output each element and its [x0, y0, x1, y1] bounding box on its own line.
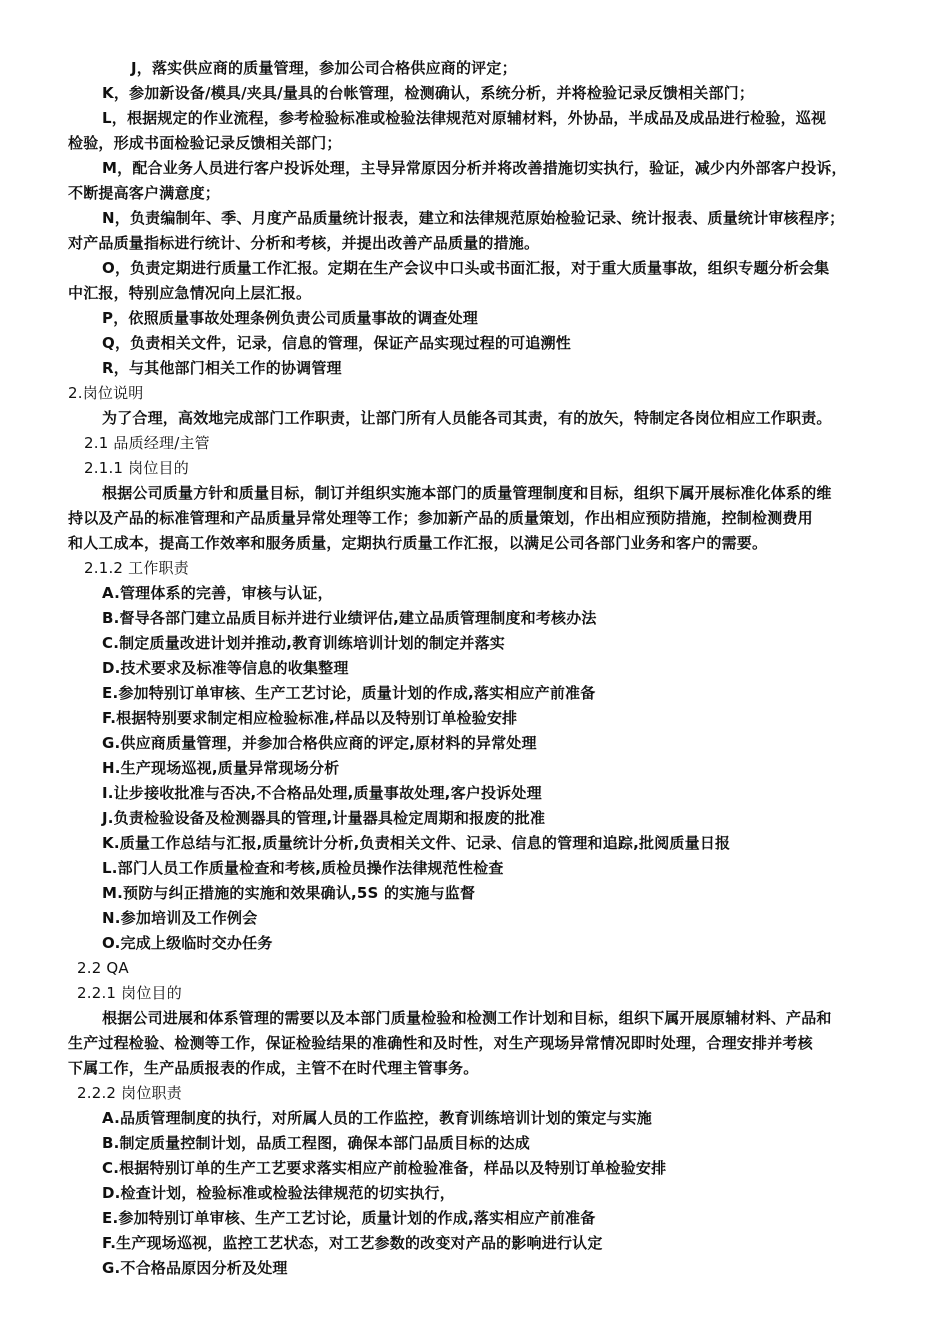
list-item: B.督导各部门建立品质目标并进行业绩评估,建立品质管理制度和考核办法 [102, 609, 597, 627]
text-line: N，负责编制年、季、月度产品质量统计报表，建立和法律规范原始检验记录、统计报表、质量统计审核程序； [102, 209, 845, 227]
text-line: 检验，形成书面检验记录反馈相关部门； [68, 134, 342, 152]
list-item: F.生产现场巡视，监控工艺状态，对工艺参数的改变对产品的影响进行认定 [102, 1234, 603, 1252]
subsection-heading: 2.1 品质经理/主管 [84, 434, 210, 452]
list-item: H.生产现场巡视,质量异常现场分析 [102, 759, 340, 777]
text-line: 不断提高客户满意度； [68, 184, 221, 202]
list-item: D.技术要求及标准等信息的收集整理 [102, 659, 349, 677]
subsection-heading: 2.2 QA [77, 959, 129, 977]
list-item: O.完成上级临时交办任务 [102, 934, 273, 952]
text-line: 下属工作，生产品质报表的作成，主管不在时代理主管事务。 [68, 1059, 479, 1077]
list-item: D.检查计划，检验标准或检验法律规范的切实执行， [102, 1184, 455, 1202]
text-line: 根据公司质量方针和质量目标，制订并组织实施本部门的质量管理制度和目标，组织下属开展标准化体系的维 [102, 484, 832, 502]
text-line: 为了合理，高效地完成部门工作职责，让部门所有人员能各司其责，有的放矢，特制定各岗位相应工作职责。 [102, 409, 832, 427]
list-item: A.品质管理制度的执行，对所属人员的工作监控，教育训练培训计划的策定与实施 [102, 1109, 652, 1127]
list-item: K.质量工作总结与汇报,质量统计分析,负责相关文件、记录、信息的管理和追踪,批阅质量日报 [102, 834, 731, 852]
list-item: I.让步接收批准与否决,不合格品处理,质量事故处理,客户投诉处理 [102, 784, 542, 802]
text-line: J，落实供应商的质量管理，参加公司合格供应商的评定； [131, 59, 517, 77]
list-item: C.制定质量改进计划并推动,教育训练培训计划的制定并落实 [102, 634, 506, 652]
section-heading: 2.岗位说明 [68, 384, 144, 402]
text-line: 持以及产品的标准管理和产品质量异常处理等工作；参加新产品的质量策划，作出相应预防措施，控制检测费用 [68, 509, 813, 527]
text-line: 对产品质量指标进行统计、分析和考核，并提出改善产品质量的措施。 [68, 234, 540, 252]
subsection-heading: 2.2.2 岗位职责 [77, 1084, 182, 1102]
list-item: N.参加培训及工作例会 [102, 909, 258, 927]
list-item: J.负责检验设备及检测器具的管理,计量器具检定周期和报废的批准 [102, 809, 546, 827]
text-line: 中汇报，特别应急情况向上层汇报。 [68, 284, 312, 302]
text-line: M，配合业务人员进行客户投诉处理，主导异常原因分析并将改善措施切实执行，验证，减少内外部客户投诉， [102, 159, 847, 177]
list-item: E.参加特别订单审核、生产工艺讨论，质量计划的作成,落实相应产前准备 [102, 684, 596, 702]
subsection-heading: 2.1.1 岗位目的 [84, 459, 189, 477]
subsection-heading: 2.1.2 工作职责 [84, 559, 189, 577]
text-line: 和人工成本，提高工作效率和服务质量，定期执行质量工作汇报，以满足公司各部门业务和客户的需要。 [68, 534, 768, 552]
subsection-heading: 2.2.1 岗位目的 [77, 984, 182, 1002]
text-line: 根据公司进展和体系管理的需要以及本部门质量检验和检测工作计划和目标，组织下属开展原辅材料、产品和 [102, 1009, 832, 1027]
text-line: 生产过程检验、检测等工作，保证检验结果的准确性和及时性，对生产现场异常情况即时处理，合理安排并考核 [68, 1034, 813, 1052]
list-item: L.部门人员工作质量检查和考核,质检员操作法律规范性检查 [102, 859, 504, 877]
list-item: M.预防与纠正措施的实施和效果确认,5S 的实施与监督 [102, 884, 476, 902]
list-item: C.根据特别订单的生产工艺要求落实相应产前检验准备，样品以及特别订单检验安排 [102, 1159, 667, 1177]
text-line: L，根据规定的作业流程，参考检验标准或检验法律规范对原辅材料，外协品，半成品及成品进行检验，巡视 [102, 109, 827, 127]
text-line: O，负责定期进行质量工作汇报。定期在生产会议中口头或书面汇报，对于重大质量事故，组织专题分析会集 [102, 259, 830, 277]
list-item: G.供应商质量管理，并参加合格供应商的评定,原材料的异常处理 [102, 734, 537, 752]
text-line: P，依照质量事故处理条例负责公司质量事故的调查处理 [102, 309, 478, 327]
list-item: G.不合格品原因分析及处理 [102, 1259, 288, 1277]
text-line: R，与其他部门相关工作的协调管理 [102, 359, 342, 377]
list-item: A.管理体系的完善，审核与认证， [102, 584, 333, 602]
text-line: K，参加新设备/模具/夹具/量具的台帐管理，检测确认，系统分析，并将检验记录反馈相关部门； [102, 84, 755, 102]
text-line: Q，负责相关文件，记录，信息的管理，保证产品实现过程的可追溯性 [102, 334, 571, 352]
list-item: F.根据特别要求制定相应检验标准,样品以及特别订单检验安排 [102, 709, 518, 727]
list-item: E.参加特别订单审核、生产工艺讨论，质量计划的作成,落实相应产前准备 [102, 1209, 596, 1227]
list-item: B.制定质量控制计划，品质工程图，确保本部门品质目标的达成 [102, 1134, 530, 1152]
